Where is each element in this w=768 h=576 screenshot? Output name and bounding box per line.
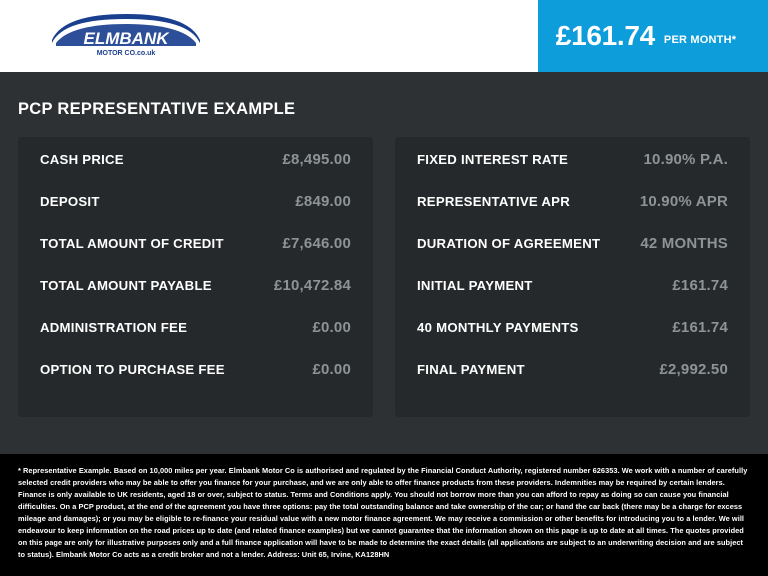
right-details-panel [395, 137, 750, 417]
row-value: £8,495.00 [282, 151, 351, 168]
finance-details [0, 119, 768, 417]
row-value: £7,646.00 [282, 235, 351, 252]
table-row [417, 277, 728, 319]
table-row [40, 277, 351, 319]
monthly-price: £161.74 [555, 20, 655, 51]
table-row [40, 319, 351, 361]
row-label: TOTAL AMOUNT OF CREDIT [40, 236, 224, 251]
left-details-panel [18, 137, 373, 417]
row-value: £849.00 [295, 193, 351, 210]
row-label: INITIAL PAYMENT [417, 278, 533, 293]
row-value: £10,472.84 [273, 277, 351, 294]
row-label: TOTAL AMOUNT PAYABLE [40, 278, 212, 293]
header [0, 0, 768, 72]
table-row [417, 319, 728, 361]
table-row [40, 361, 351, 403]
row-label: CASH PRICE [40, 152, 124, 167]
footer-disclaimer [0, 454, 768, 576]
table-row [417, 193, 728, 235]
table-row [417, 361, 728, 403]
table-row [40, 193, 351, 235]
row-label: DEPOSIT [40, 194, 100, 209]
row-value: £2,992.50 [659, 361, 728, 378]
svg-text:MOTOR CO.co.uk: MOTOR CO.co.uk [96, 50, 156, 57]
row-label: ADMINISTRATION FEE [40, 320, 188, 335]
svg-text:ELMBANK: ELMBANK [83, 29, 169, 48]
row-label: FIXED INTEREST RATE [417, 152, 569, 167]
header-logo-area [0, 0, 538, 72]
table-row [40, 151, 351, 193]
row-label: DURATION OF AGREEMENT [417, 236, 601, 251]
row-label: OPTION TO PURCHASE FEE [40, 362, 225, 377]
row-label: 40 MONTHLY PAYMENTS [417, 320, 579, 335]
table-row [40, 235, 351, 277]
row-label: FINAL PAYMENT [417, 362, 525, 377]
row-value: 10.90% APR [639, 193, 728, 210]
row-value: £161.74 [672, 277, 728, 294]
page-title: PCP REPRESENTATIVE EXAMPLE [18, 100, 296, 118]
price-banner [538, 0, 768, 72]
elmbank-logo[interactable] [46, 10, 206, 62]
row-value: £161.74 [672, 319, 728, 336]
row-value: £0.00 [312, 361, 351, 378]
per-month-label: PER MONTH* [663, 34, 737, 46]
row-value: £0.00 [312, 319, 351, 336]
row-label: REPRESENTATIVE APR [417, 194, 570, 209]
row-value: 42 MONTHS [640, 235, 728, 252]
disclaimer-text: * Representative Example. Based on 10,000 miles per year. Elmbank Motor Co is authorised and regulated by the Financial Conduct Authority, registered number 626353. We work with a number of carefully selected credit providers who may be able to offer you finance for your purchase, and we are only able to offer finance products from these providers. Indemnities may be required by certain lenders. Finance is only available to UK residents, aged 18 or over, subject to status. Terms and Conditions apply. You should not borrow more than you can afford to repay as doing so can cause you financial difficulties. On a PCP product, at the end of the agreement you have three options: pay the total outstanding balance and take ownership of the car; or hand the car back (there may be a charge for excess mileage and damages); or you may be eligible to re-finance your residual value with a new motor finance agreement. We may receive a commission or other benefits for introducing you to a lender. We will endeavour to keep information on the road prices up to date (and related finance examples) but we cannot guarantee that the information shown on this page is up to date at all times. The quotes provided on this page are only for illustrative purposes only and a full finance application will have to be made to determine the exact details (all applications are subject to an underwriting decision and are subject to status). Elmbank Motor Co acts as a credit broker and not a lender. Address: Unit 65, Irvine, KA128HN [18, 466, 748, 559]
row-value: 10.90% P.A. [643, 151, 728, 168]
table-row [417, 151, 728, 193]
table-row [417, 235, 728, 277]
